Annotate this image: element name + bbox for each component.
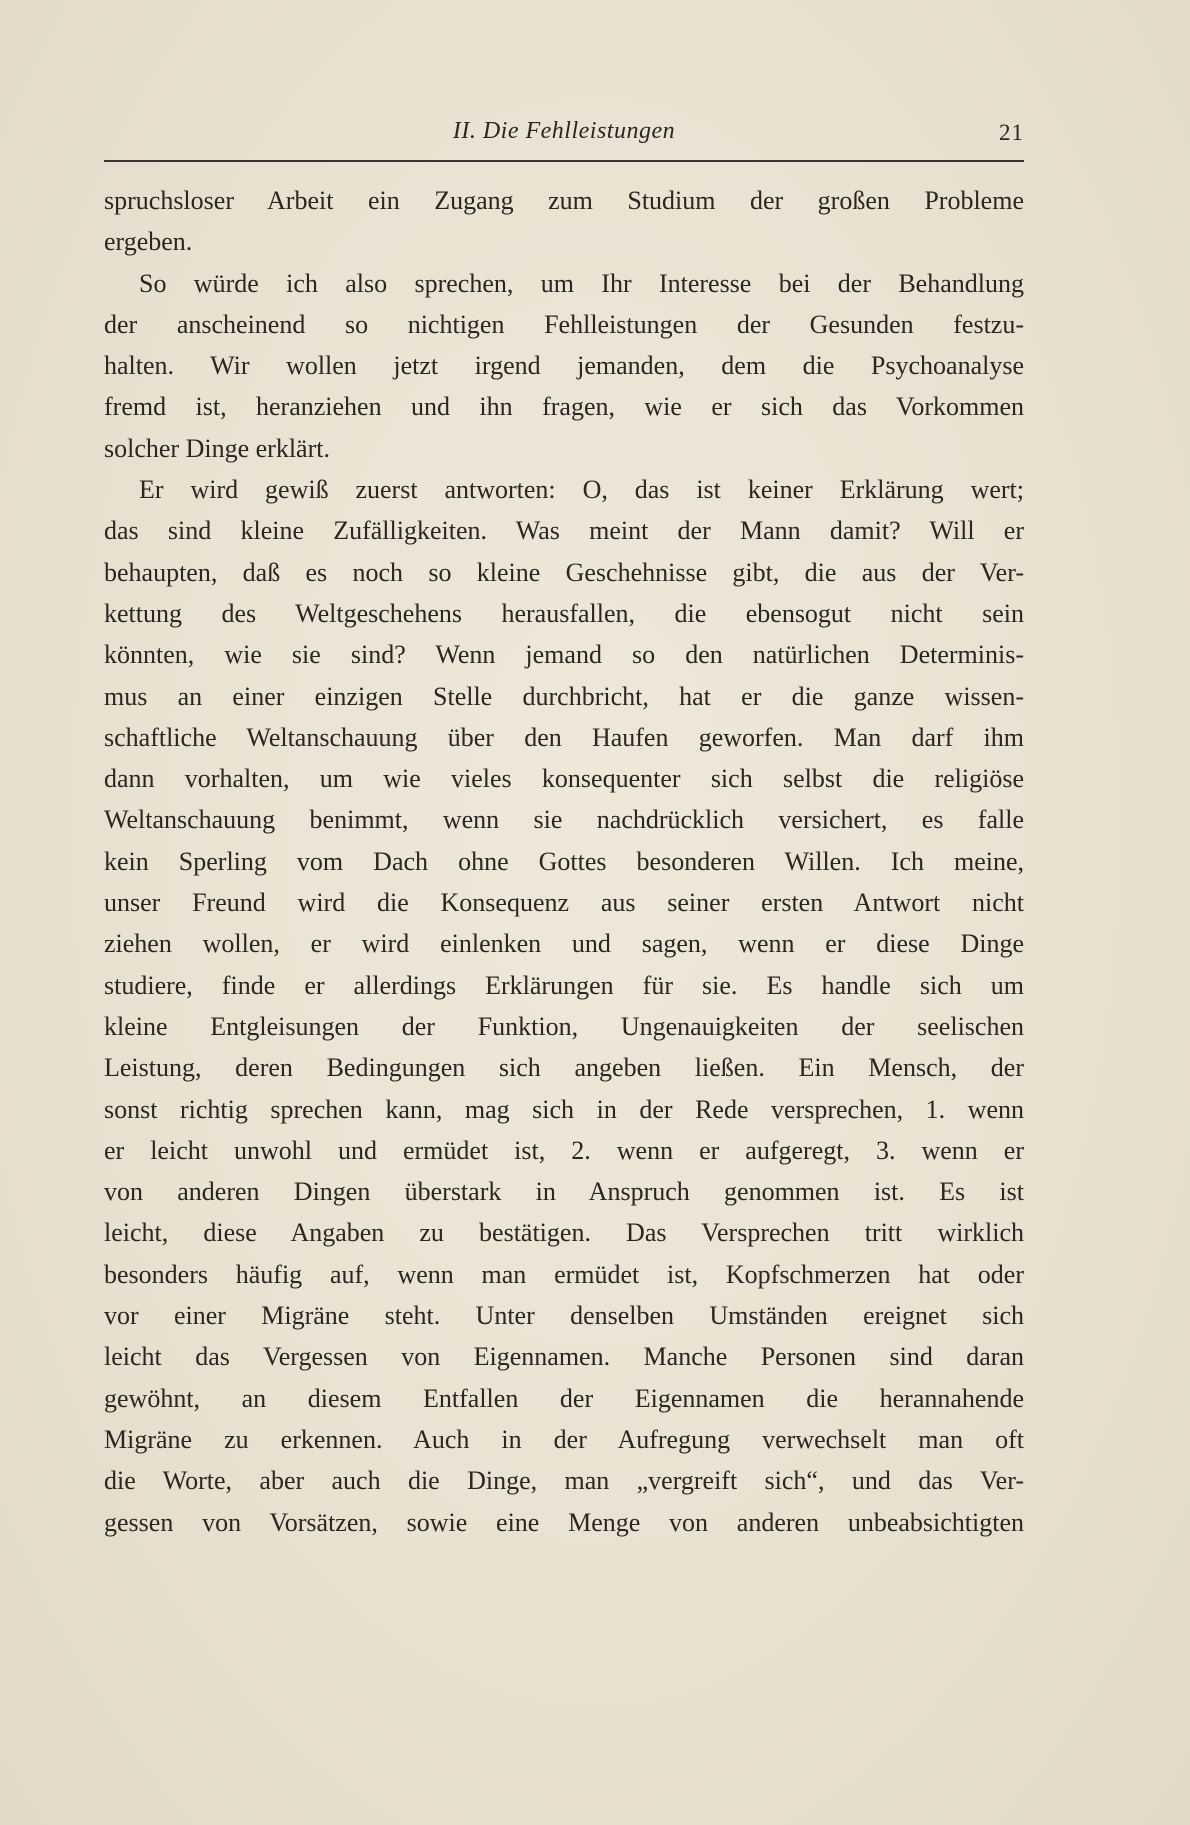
text-line: solcher Dinge erklärt. [104,433,330,463]
text-line: das sind kleine Zufälligkeiten. Was meint der Mann damit? Will er [104,516,1024,546]
text-line: gessen von Vorsätzen, sowie eine Menge von anderen unbeabsichtigten [104,1507,1024,1537]
text-line: halten. Wir wollen jetzt irgend jemanden, dem die Psychoanalyse [104,351,1024,381]
running-head [104,118,1024,154]
text-line: unser Freund wird die Konsequenz aus seiner ersten Antwort nicht [104,888,1024,918]
page-number: 21 [999,120,1024,145]
text-line: er leicht unwohl und ermüdet ist, 2. wenn er aufgeregt, 3. wenn er [104,1135,1024,1165]
text-line: gewöhnt, an diesem Entfallen der Eigennamen die herannahende [104,1383,1024,1413]
text-line: die Worte, aber auch die Dinge, man „vergreift sich“, und das Ver- [104,1466,1024,1496]
text-line: sonst richtig sprechen kann, mag sich in der Rede versprechen, 1. wenn [104,1094,1024,1124]
text-line: könnten, wie sie sind? Wenn jemand so den natürlichen Determinis- [104,640,1024,670]
text-line: leicht, diese Angaben zu bestätigen. Das Versprechen tritt wirklich [104,1218,1024,1248]
text-line: kettung des Weltgeschehens herausfallen, die ebensogut nicht sein [104,598,1024,628]
text-line: von anderen Dingen überstark in Anspruch genommen ist. Es ist [104,1177,1024,1207]
text-line: mus an einer einzigen Stelle durchbricht, hat er die ganze wissen- [104,681,1024,711]
text-line: leicht das Vergessen von Eigennamen. Manche Personen sind daran [104,1342,1024,1372]
text-line: fremd ist, heranziehen und ihn fragen, wie er sich das Vorkommen [104,392,1024,422]
text-line: schaftliche Weltanschauung über den Haufen geworfen. Man darf ihm [104,722,1024,752]
body-text [104,180,1024,1543]
text-line: kein Sperling vom Dach ohne Gottes besonderen Willen. Ich meine, [104,846,1024,876]
text-line: kleine Entgleisungen der Funktion, Ungenauigkeiten der seelischen [104,1011,1024,1041]
text-line: besonders häufig auf, wenn man ermüdet ist, Kopfschmerzen hat oder [104,1259,1024,1289]
text-line: spruchsloser Arbeit ein Zugang zum Studium der großen Probleme [104,186,1024,215]
text-line: dann vorhalten, um wie vieles konsequenter sich selbst die religiöse [104,764,1024,794]
text-line: Weltanschauung benimmt, wenn sie nachdrücklich versichert, es falle [104,805,1024,835]
chapter-title: II. Die Fehlleistungen [452,118,676,144]
text-line: ziehen wollen, er wird einlenken und sagen, wenn er diese Dinge [104,929,1024,959]
text-line: Er wird gewiß zuerst antworten: O, das ist keiner Erklärung wert; [139,475,1024,505]
text-line: So würde ich also sprechen, um Ihr Interesse bei der Behandlung [139,268,1024,298]
text-line: Leistung, deren Bedingungen sich angeben ließen. Ein Mensch, der [104,1053,1024,1083]
text-line: Migräne zu erkennen. Auch in der Aufregung verwechselt man oft [104,1424,1024,1454]
text-line: studiere, finde er allerdings Erklärungen für sie. Es handle sich um [104,970,1024,1000]
text-line: vor einer Migräne steht. Unter denselben Umständen ereignet sich [104,1301,1024,1331]
text-line: behaupten, daß es noch so kleine Geschehnisse gibt, die aus der Ver- [104,557,1024,587]
header-rule [104,160,1024,162]
text-line: der anscheinend so nichtigen Fehlleistungen der Gesunden festzu- [104,309,1024,339]
text-line: ergeben. [104,227,193,257]
